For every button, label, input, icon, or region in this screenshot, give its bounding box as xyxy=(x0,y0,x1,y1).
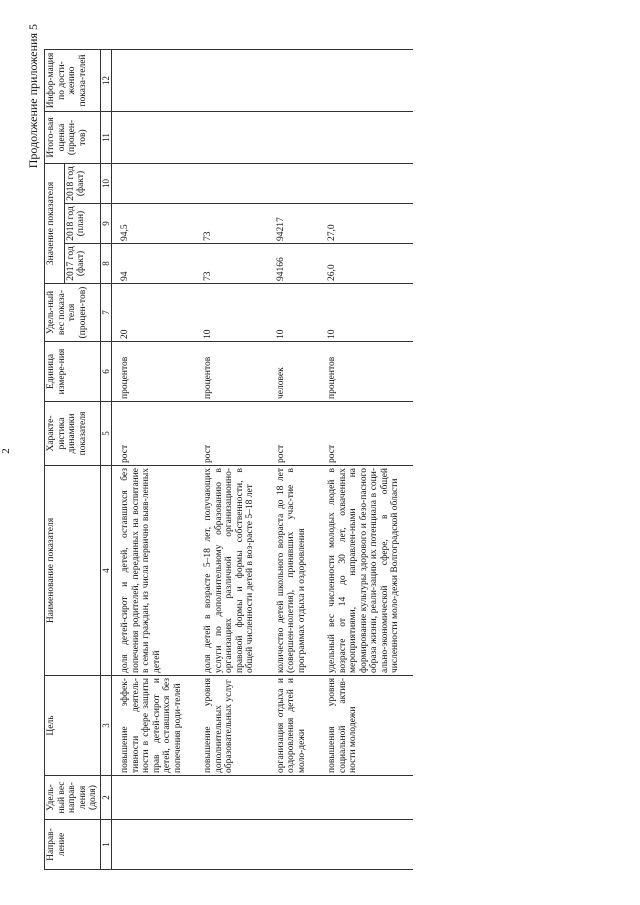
column-number: 12 xyxy=(100,50,112,112)
indicator-cell: доля детей-сирот и детей, оставшихся без попечения родителей, переданных на воспитание в семьи граждан, из числа первично выяв-ленных детей xyxy=(112,466,196,676)
header-2018-fact: 2018 год (факт) xyxy=(64,164,100,204)
column-number: 2 xyxy=(100,776,112,820)
header-info: Инфор-мация по дости-жению показа-телей xyxy=(45,50,101,112)
unit-cell: процентов xyxy=(319,342,413,402)
weight-direction-cell xyxy=(195,776,268,820)
goal-cell: повышение эффек-тивности деятель-ности в сфере защиты прав детей-сирот и детей, оставшихся без попечения роди-телей xyxy=(112,676,196,776)
column-number: 8 xyxy=(100,244,112,284)
table-row xyxy=(195,50,268,870)
header-2018-plan: 2018 год (план) xyxy=(64,204,100,244)
value-2018-plan-cell: 94,5 xyxy=(112,204,196,244)
indicator-cell: доля детей в возрасте 5–18 лет, получающих услуги по дополнительному образованию в организациях различной организационно-правовой формы и формы собственности, в общей численности детей в воз-расте 5–18 лет xyxy=(195,466,268,676)
column-number: 9 xyxy=(100,204,112,244)
dynamics-cell: рост xyxy=(112,402,196,466)
weight-cell: 10 xyxy=(319,284,413,342)
indicator-cell: удельный вес численности молодых людей в возрасте от 14 до 30 лет, охваченных мероприятиями, направлен-ными на формирование культуры здорового и безо-пасного образа жизни, реали-зацию их потенциала в соци-ально-экономической сфере, в общей численности моло-дежи Волгоградской области xyxy=(319,466,413,676)
indicators-table xyxy=(44,49,413,870)
column-number: 4 xyxy=(100,466,112,676)
value-2017-cell: 73 xyxy=(195,244,268,284)
direction-cell xyxy=(112,820,196,870)
header-weight-indicator: Удель-ный вес показа-теля (процен-тов) xyxy=(45,284,101,342)
header-dynamics: Характе-ристика динамики показателя xyxy=(45,402,101,466)
value-2018-plan-cell: 27,0 xyxy=(319,204,413,244)
header-2017-fact: 2017 год (факт) xyxy=(64,244,100,284)
total-score-cell xyxy=(112,112,196,164)
weight-cell: 10 xyxy=(268,284,320,342)
value-2018-fact-cell xyxy=(319,164,413,204)
goal-cell: организация отдыха и оздоровления детей и моло-дежи xyxy=(268,676,320,776)
info-cell xyxy=(268,50,320,112)
header-total-score: Итого-вая оценка (процен-тов) xyxy=(45,112,101,164)
appendix-title: Продолжение приложения 5 xyxy=(26,24,40,169)
value-2018-fact-cell xyxy=(112,164,196,204)
goal-cell: повышения уровня социальной актив-ности молодежи xyxy=(319,676,413,776)
unit-cell: процентов xyxy=(195,342,268,402)
weight-direction-cell xyxy=(268,776,320,820)
table-row xyxy=(319,50,413,870)
column-number: 1 xyxy=(100,820,112,870)
header-value-group: Значение показателя xyxy=(45,164,65,284)
info-cell xyxy=(195,50,268,112)
unit-cell: человек xyxy=(268,342,320,402)
indicator-cell: количество детей школьного возраста до 18 лет (совершен-нолетия), принявших учас-тие в программах отдыха и оздоровления xyxy=(268,466,320,676)
value-2017-cell: 26,0 xyxy=(319,244,413,284)
direction-cell xyxy=(268,820,320,870)
dynamics-cell: рост xyxy=(319,402,413,466)
column-number: 7 xyxy=(100,284,112,342)
direction-cell xyxy=(319,820,413,870)
value-2018-fact-cell xyxy=(268,164,320,204)
weight-cell: 10 xyxy=(195,284,268,342)
column-number: 10 xyxy=(100,164,112,204)
dynamics-cell: рост xyxy=(195,402,268,466)
value-2018-plan-cell: 73 xyxy=(195,204,268,244)
table-row xyxy=(268,50,320,870)
value-2017-cell: 94166 xyxy=(268,244,320,284)
value-2018-fact-cell xyxy=(195,164,268,204)
column-number-row xyxy=(100,50,112,870)
header-indicator-name: Наименование показателя xyxy=(45,466,101,676)
info-cell xyxy=(112,50,196,112)
value-2018-plan-cell: 94217 xyxy=(268,204,320,244)
header-goal: Цель xyxy=(45,676,101,776)
column-number: 3 xyxy=(100,676,112,776)
header-weight-direction: Удель-ный вес направ-ления (доля) xyxy=(45,776,101,820)
total-score-cell xyxy=(319,112,413,164)
weight-cell: 20 xyxy=(112,284,196,342)
column-number: 6 xyxy=(100,342,112,402)
value-2017-cell: 94 xyxy=(112,244,196,284)
header-unit: Единица измере-ния xyxy=(45,342,101,402)
weight-direction-cell xyxy=(112,776,196,820)
unit-cell: процентов xyxy=(112,342,196,402)
table-row xyxy=(112,50,196,870)
column-number: 11 xyxy=(100,112,112,164)
rotated-landscape-page xyxy=(20,20,620,880)
weight-direction-cell xyxy=(319,776,413,820)
goal-cell: повышение уровня дополнительных образовательных услуг xyxy=(195,676,268,776)
page-number: 2 xyxy=(0,448,12,454)
info-cell xyxy=(319,50,413,112)
dynamics-cell: рост xyxy=(268,402,320,466)
column-number: 5 xyxy=(100,402,112,466)
total-score-cell xyxy=(195,112,268,164)
direction-cell xyxy=(195,820,268,870)
total-score-cell xyxy=(268,112,320,164)
header-direction: Направ-ление xyxy=(45,820,101,870)
